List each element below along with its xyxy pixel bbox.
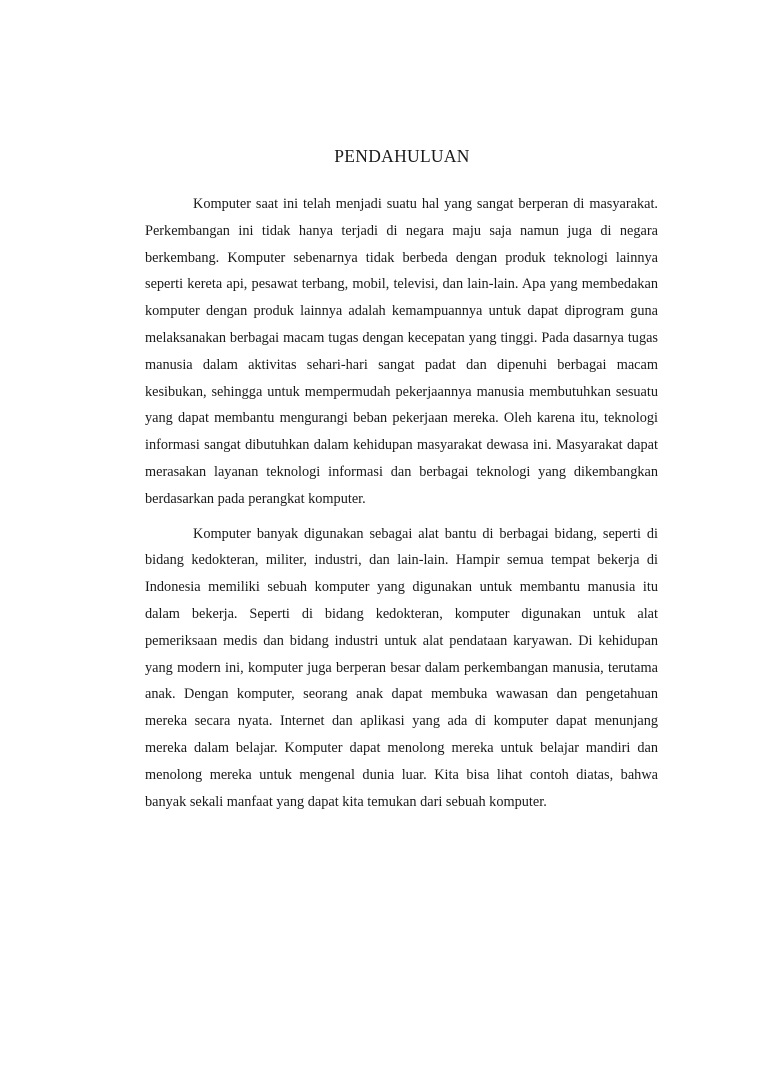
document-body	[145, 191, 658, 815]
paragraph-intro: Komputer saat ini telah menjadi suatu hal yang sangat berperan di masyarakat. Perkembangan ini tidak hanya terjadi di negara maju saja namun juga di negara berkembang. Komputer sebenarnya tidak berbeda dengan produk teknologi lainnya seperti kereta api, pesawat terbang, mobil, televisi, dan lain-lain. Apa yang membedakan komputer dengan produk lainnya adalah kemampuannya untuk dapat diprogram guna melaksanakan berbagai macam tugas dengan kecepatan yang tinggi. Pada dasarnya tugas manusia dalam aktivitas sehari-hari sangat padat dan dipenuhi berbagai macam kesibukan, sehingga untuk mempermudah pekerjaannya manusia membutuhkan sesuatu yang dapat membantu mengurangi beban pekerjaan mereka. Oleh karena itu, teknologi informasi sangat dibutuhkan dalam kehidupan masyarakat dewasa ini. Masyarakat dapat merasakan layanan teknologi informasi dan berbagai teknologi yang dikembangkan berdasarkan pada perangkat komputer.	[145, 196, 658, 507]
page-title: PENDAHULUAN	[334, 146, 470, 166]
paragraph-usage: Komputer banyak digunakan sebagai alat bantu di berbagai bidang, seperti di bidang kedokteran, militer, industri, dan lain-lain. Hampir semua tempat bekerja di Indonesia memiliki sebuah komputer yang digunakan untuk membantu manusia itu dalam bekerja. Seperti di bidang kedokteran, komputer digunakan untuk alat pemeriksaan medis dan bidang industri untuk alat pendataan karyawan. Di kehidupan yang modern ini, komputer juga berperan besar dalam perkembangan manusia, terutama anak. Dengan komputer, seorang anak dapat membuka wawasan dan pengetahuan mereka secara nyata. Internet dan aplikasi yang ada di komputer dapat menunjang mereka dalam belajar. Komputer dapat menolong mereka untuk belajar mandiri dan menolong mereka untuk mengenal dunia luar. Kita bisa lihat contoh diatas, bahwa banyak sekali manfaat yang dapat kita temukan dari sebuah komputer.	[145, 525, 658, 810]
